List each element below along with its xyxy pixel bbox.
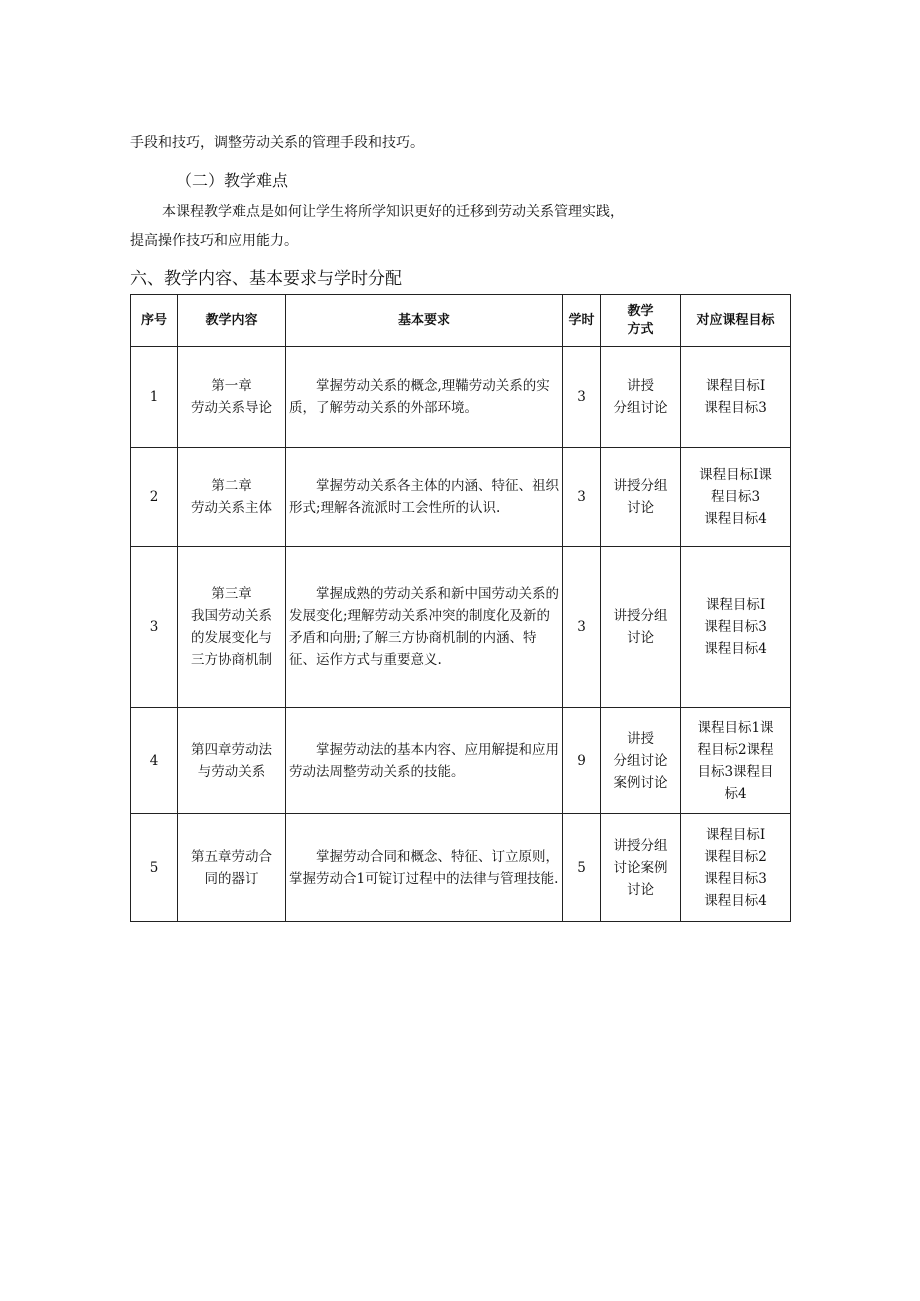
content-line: 劳动关系导论 [191, 400, 272, 416]
goal-line: 课程目标I [705, 378, 766, 394]
goal-line: 课程目标3 [704, 870, 767, 887]
row-seq: 4 [131, 708, 178, 814]
difficulty-heading: （二）教学难点 [176, 171, 289, 190]
row-content [178, 347, 286, 448]
method-line: 讨论 [627, 500, 654, 516]
method-line: 讨论 [627, 630, 654, 646]
table-row [131, 708, 791, 814]
row-requirement [286, 708, 563, 814]
method-line: 讨论案例 [613, 859, 668, 876]
row-requirement [286, 547, 563, 708]
goal-line: 课程目标1课 [697, 719, 774, 736]
requirement-text: 掌握劳动关系的概念,理鞴劳动关系的实质，了解劳动关系的外部环境。 [289, 378, 550, 416]
header-goal: 对应课程目标 [681, 295, 791, 347]
row-goal [681, 448, 791, 547]
content-line: 第三章 [211, 586, 252, 602]
row-hours: 3 [563, 347, 601, 448]
requirement-text: 掌握成熟的劳动关系和新中国劳动关系的发展变化;理解劳动关系冲突的制度化及新的矛盾和向册;了解三方协商机制的内涵、特征、运作方式与重要意义. [289, 586, 559, 668]
row-requirement [286, 448, 563, 547]
table-row [131, 814, 791, 922]
goal-line: 课程目标4 [704, 641, 767, 657]
requirement-text: 掌握劳动合同和概念、特征、订立原则，掌握劳动合1可锭订过程中的法律与管理技能. [289, 848, 559, 887]
method-line: 讲授 [627, 378, 654, 394]
method-line: 讲授分组 [613, 608, 668, 624]
content-line: 劳动关系主体 [191, 500, 272, 516]
content-line: 第一章 [211, 378, 252, 394]
method-line: 讲授分组 [613, 837, 668, 854]
goal-line: 课程目标I [705, 826, 766, 843]
content-line: 的发展变化与 [191, 630, 272, 646]
row-goal [681, 347, 791, 448]
row-hours: 9 [563, 708, 601, 814]
method-line: 分组讨论 [613, 752, 668, 769]
row-method [601, 448, 681, 547]
table-row [131, 547, 791, 708]
row-goal [681, 814, 791, 922]
row-method [601, 547, 681, 708]
row-hours: 3 [563, 547, 601, 708]
row-goal [681, 547, 791, 708]
method-line: 讲授分组 [613, 478, 668, 494]
content-line: 我国劳动关系 [191, 608, 272, 624]
goal-line: 课程目标I [705, 597, 766, 613]
content-line: 同的器订 [204, 870, 259, 887]
header-seq: 序号 [131, 295, 178, 347]
header-method-line1: 教学 [627, 303, 654, 319]
row-method [601, 814, 681, 922]
row-requirement [286, 347, 563, 448]
content-line: 第四章劳动法 [191, 741, 272, 758]
goal-line: 程目标3 [710, 489, 761, 505]
goal-line: 课程目标I课 [699, 467, 772, 483]
row-content [178, 708, 286, 814]
row-content [178, 547, 286, 708]
intro-line: 手段和技巧，调整劳动关系的管理手段和技巧。 [130, 135, 424, 151]
method-line: 案例讨论 [613, 774, 668, 791]
teaching-content-table [130, 294, 791, 922]
difficulty-para-line2: 提高操作技巧和应用能力。 [130, 233, 298, 249]
goal-line: 程目标2课程 [697, 741, 774, 758]
content-line: 第二章 [211, 478, 252, 494]
header-method [601, 295, 681, 347]
difficulty-para-line1: 本课程教学难点是如何让学生将所学知识更好的迁移到劳动关系管理实践， [162, 204, 624, 220]
row-method [601, 347, 681, 448]
goal-line: 目标3课程目 [697, 763, 774, 780]
requirement-text: 掌握劳动关系各主体的内涵、特征、祖织形式;理解各流派时工会性所的认识. [289, 478, 559, 516]
table-row [131, 448, 791, 547]
header-content: 教学内容 [178, 295, 286, 347]
content-line: 第五章劳动合 [191, 848, 272, 865]
row-content [178, 448, 286, 547]
goal-line: 课程目标4 [704, 892, 767, 909]
row-seq: 2 [131, 448, 178, 547]
row-hours: 5 [563, 814, 601, 922]
row-seq: 5 [131, 814, 178, 922]
goal-line: 课程目标3 [704, 619, 767, 635]
method-line: 分组讨论 [613, 400, 668, 416]
row-seq: 1 [131, 347, 178, 448]
row-content [178, 814, 286, 922]
method-line: 讲授 [627, 730, 654, 747]
row-requirement [286, 814, 563, 922]
header-method-line2: 方式 [627, 321, 654, 337]
goal-line: 课程目标2 [704, 848, 767, 865]
table-header-row [131, 295, 791, 347]
content-line: 与劳动关系 [197, 763, 266, 780]
goal-line: 标4 [724, 785, 747, 802]
content-line: 三方协商机制 [191, 652, 272, 668]
row-seq: 3 [131, 547, 178, 708]
row-goal [681, 708, 791, 814]
table-row [131, 347, 791, 448]
requirement-text: 掌握劳动法的基本内容、应用解提和应用劳动法周整劳动关系的技能。 [289, 741, 559, 780]
goal-line: 课程目标3 [704, 400, 767, 416]
method-line: 讨论 [627, 881, 654, 898]
goal-line: 课程目标4 [704, 511, 767, 527]
header-requirement: 基本要求 [286, 295, 563, 347]
row-hours: 3 [563, 448, 601, 547]
row-method [601, 708, 681, 814]
header-hours: 学时 [563, 295, 601, 347]
section-six-title: 六、教学内容、基本要求与学时分配 [130, 269, 402, 289]
